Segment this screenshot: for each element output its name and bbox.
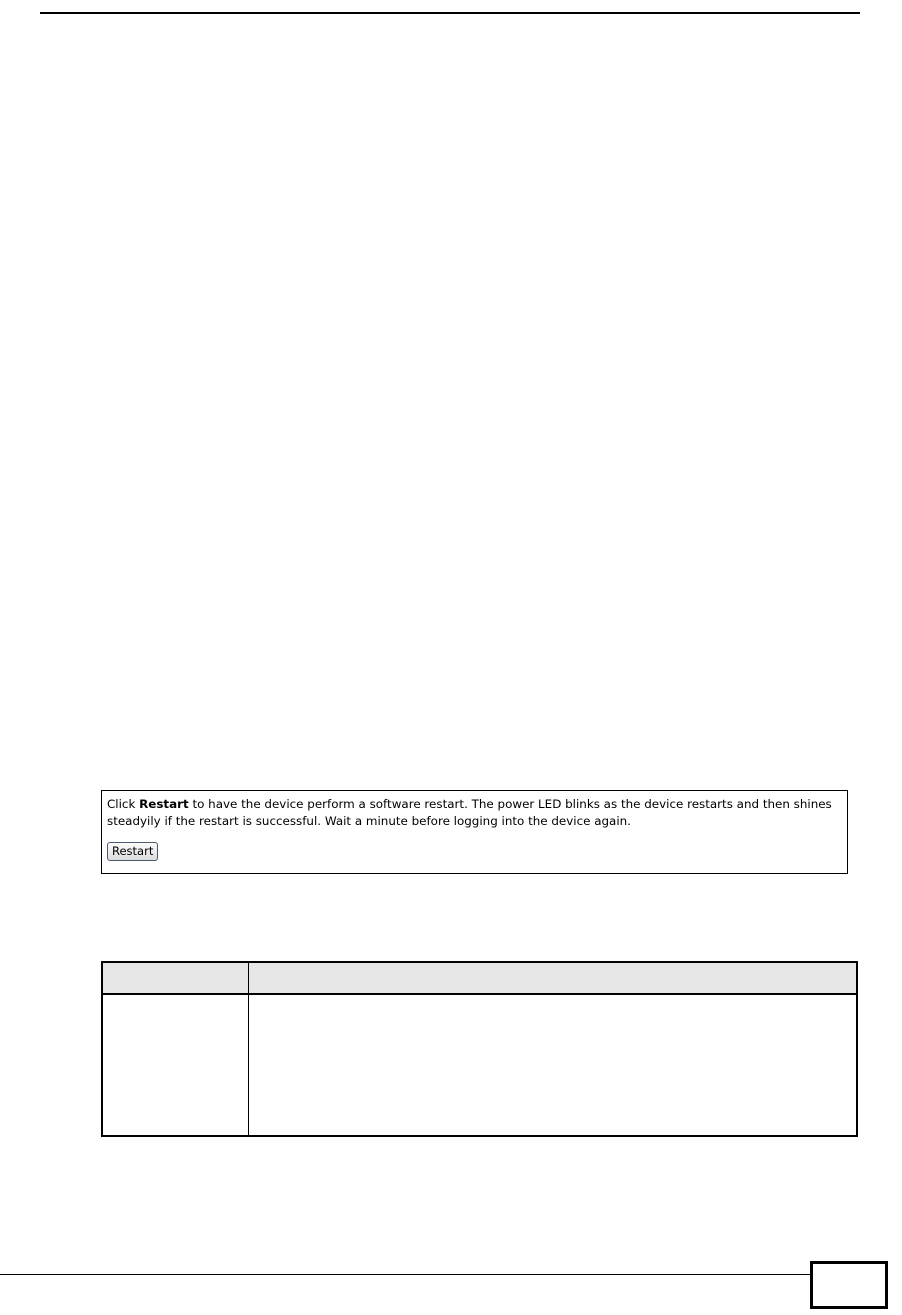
header-rule [40, 12, 860, 14]
instructions-prefix: Click [107, 797, 140, 811]
table-row [102, 994, 857, 1136]
table-header-label-cell [102, 962, 249, 994]
table-header-row [102, 962, 857, 994]
footer-rule [0, 1274, 811, 1275]
page-number-box [810, 1261, 888, 1309]
table-description-cell [249, 994, 858, 1136]
table-label-cell [102, 994, 249, 1136]
table-header-description-cell [249, 962, 858, 994]
instructions-bold-term: Restart [139, 797, 189, 811]
field-description-table [101, 961, 858, 1137]
restart-instructions [107, 796, 843, 830]
instructions-suffix: to have the device perform a software restart. The power LED blinks as the device restarts and then shines steadyily if the restart is successful. Wait a minute before logging into the device again. [107, 797, 832, 828]
restart-panel [101, 790, 848, 874]
restart-button[interactable]: Restart [107, 842, 158, 861]
